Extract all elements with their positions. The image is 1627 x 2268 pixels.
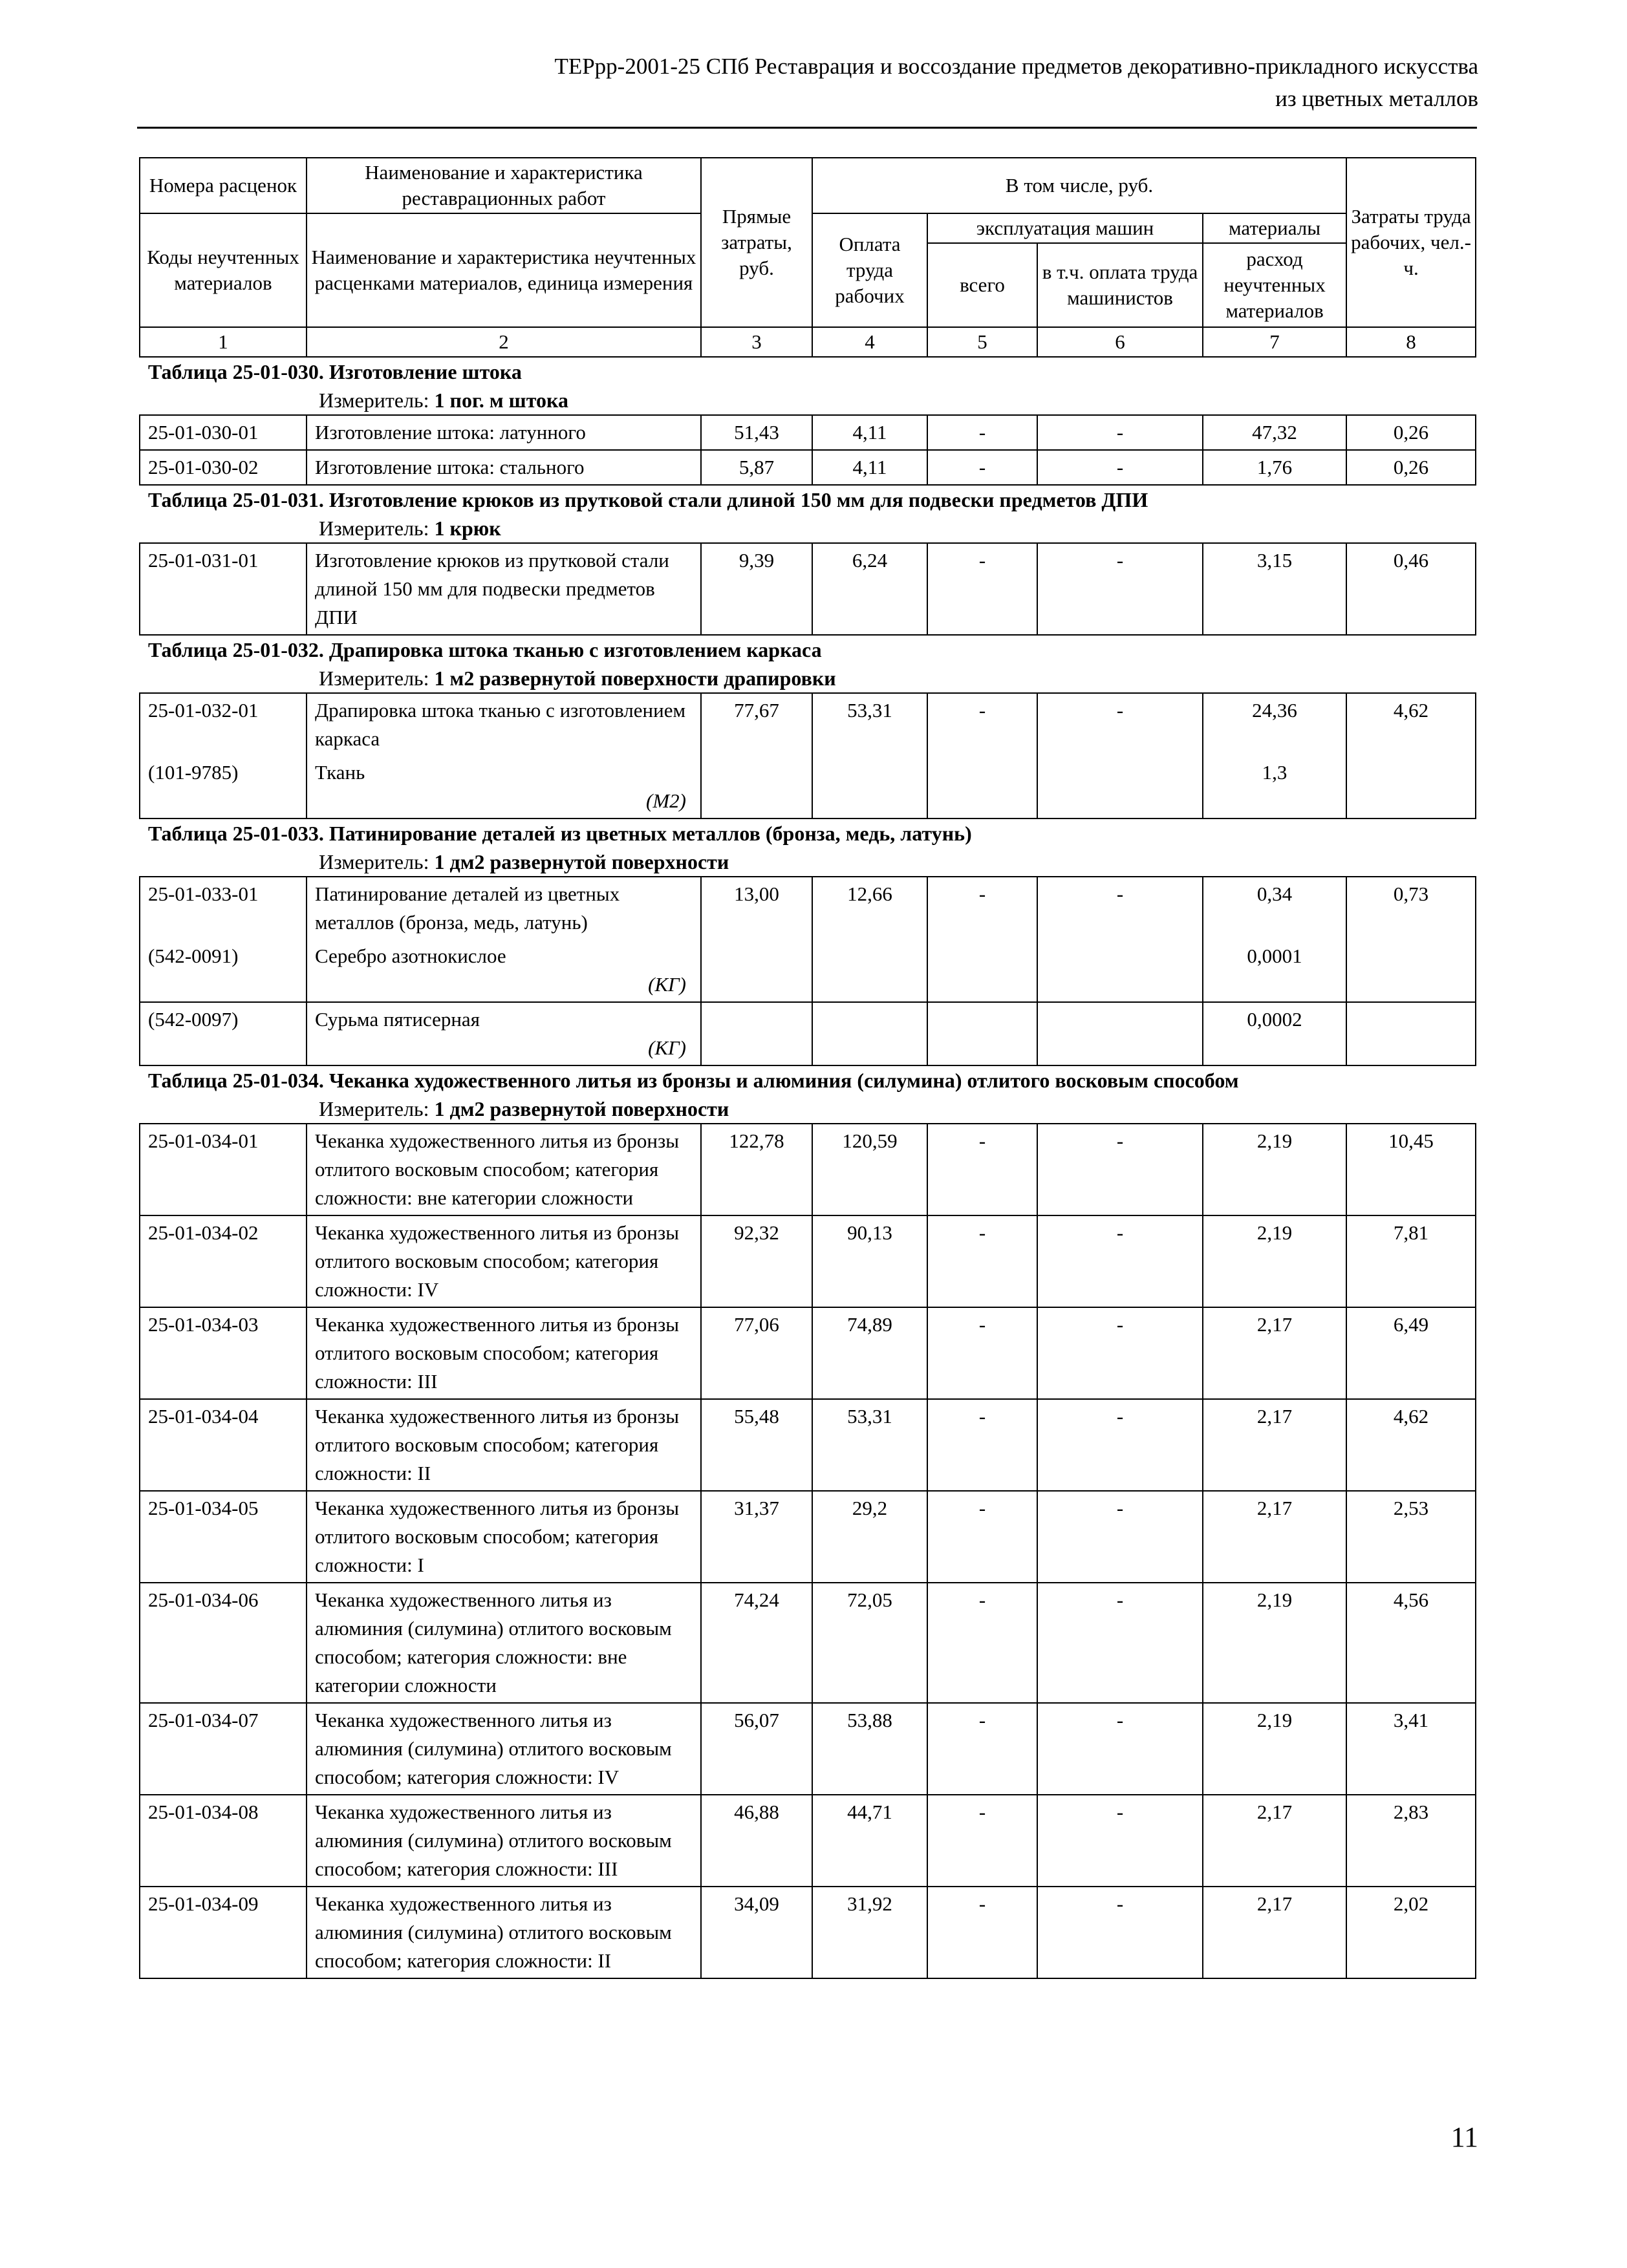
work-description: Чеканка художественного литья из алюминия (силумина) отлитого восковым способом; категория сложности: II xyxy=(307,1887,701,1978)
material-code: (542-0097) xyxy=(140,1002,307,1065)
rate-section xyxy=(139,636,1475,819)
col1-bottom-header: Коды неучтенных материалов xyxy=(140,213,307,327)
machines-total: - xyxy=(927,543,1037,635)
machinist-pay: - xyxy=(1037,1491,1203,1583)
machines-total: - xyxy=(927,693,1037,756)
labor-pay: 53,31 xyxy=(812,693,927,756)
direct-costs: 46,88 xyxy=(701,1795,812,1887)
labor-hours: 2,53 xyxy=(1346,1491,1476,1583)
labor-pay: 120,59 xyxy=(812,1124,927,1215)
labor-hours: 4,62 xyxy=(1346,1399,1476,1491)
direct-costs: 13,00 xyxy=(701,877,812,939)
direct-costs: 9,39 xyxy=(701,543,812,635)
machines-total: - xyxy=(927,1215,1037,1307)
table-row xyxy=(140,1399,1476,1491)
column-number: 7 xyxy=(1203,327,1346,357)
rate-code: 25-01-034-04 xyxy=(140,1399,307,1491)
labor-hours: 0,46 xyxy=(1346,543,1476,635)
labor-hours: 0,26 xyxy=(1346,450,1476,485)
work-description: Чеканка художественного литья из бронзы отлитого восковым способом; категория сложности: вне категории сложности xyxy=(307,1124,701,1215)
labor-hours: 2,83 xyxy=(1346,1795,1476,1887)
rates-sheet xyxy=(139,157,1475,1979)
direct-costs: 92,32 xyxy=(701,1215,812,1307)
direct-costs: 55,48 xyxy=(701,1399,812,1491)
machines-total: - xyxy=(927,1124,1037,1215)
machines-total: - xyxy=(927,1887,1037,1978)
labor-pay: 12,66 xyxy=(812,877,927,939)
col2-top-header: Наименование и характеристика реставрационных работ xyxy=(307,158,701,213)
machinist-pay: - xyxy=(1037,543,1203,635)
section-title: Таблица 25-01-032. Драпировка штока тканью с изготовлением каркаса xyxy=(148,638,822,661)
direct-costs: 77,67 xyxy=(701,693,812,756)
table-row xyxy=(140,1583,1476,1703)
material-row xyxy=(140,939,1476,1002)
labor-pay: 44,71 xyxy=(812,1795,927,1887)
labor-hours: 3,41 xyxy=(1346,1703,1476,1795)
table-row xyxy=(140,877,1476,939)
rate-code: 25-01-034-09 xyxy=(140,1887,307,1978)
materials-cost: 0,34 xyxy=(1203,877,1346,939)
measure-label: Измеритель: xyxy=(319,1097,435,1120)
materials-cost: 2,19 xyxy=(1203,1215,1346,1307)
materials-header: материалы xyxy=(1203,213,1346,243)
material-unit: (КГ) xyxy=(648,973,686,996)
rate-section xyxy=(139,1066,1475,1979)
materials-cost: 2,19 xyxy=(1203,1583,1346,1703)
header-rule xyxy=(137,127,1477,129)
measure-label: Измеритель: xyxy=(319,667,435,690)
measure-value: 1 дм2 развернутой поверхности xyxy=(434,1097,729,1120)
material-row xyxy=(140,1002,1476,1065)
work-description: Драпировка штока тканью с изготовлением каркаса xyxy=(307,693,701,756)
rate-code: 25-01-033-01 xyxy=(140,877,307,939)
labor-hours: 10,45 xyxy=(1346,1124,1476,1215)
measure-value: 1 крюк xyxy=(434,517,501,540)
materials-cost: 2,17 xyxy=(1203,1887,1346,1978)
labor-pay: 29,2 xyxy=(812,1491,927,1583)
machinist-pay: - xyxy=(1037,1583,1203,1703)
labor-pay: 53,88 xyxy=(812,1703,927,1795)
rate-code: 25-01-031-01 xyxy=(140,543,307,635)
section-title: Таблица 25-01-033. Патинирование деталей из цветных металлов (бронза, медь, латунь) xyxy=(148,822,972,845)
machinist-pay: - xyxy=(1037,415,1203,450)
machinist-pay: - xyxy=(1037,1124,1203,1215)
measure-value: 1 дм2 развернутой поверхности xyxy=(434,850,729,873)
materials-cost: 2,17 xyxy=(1203,1795,1346,1887)
col7-header: расход неучтенных материалов xyxy=(1203,243,1346,327)
machines-total: - xyxy=(927,1307,1037,1399)
machines-total: - xyxy=(927,1795,1037,1887)
rate-code: 25-01-030-01 xyxy=(140,415,307,450)
rate-code: 25-01-034-06 xyxy=(140,1583,307,1703)
labor-pay: 90,13 xyxy=(812,1215,927,1307)
col5-header: всего xyxy=(927,243,1037,327)
work-description: Изготовление штока: латунного xyxy=(307,415,701,450)
section-title: Таблица 25-01-030. Изготовление штока xyxy=(148,360,522,383)
direct-costs: 34,09 xyxy=(701,1887,812,1978)
work-description: Чеканка художественного литья из бронзы отлитого восковым способом; категория сложности: I xyxy=(307,1491,701,1583)
column-header-table xyxy=(139,157,1476,358)
direct-costs: 122,78 xyxy=(701,1124,812,1215)
machinist-pay: - xyxy=(1037,1399,1203,1491)
table-row xyxy=(140,1307,1476,1399)
table-row xyxy=(140,415,1476,450)
work-description: Чеканка художественного литья из алюминия (силумина) отлитого восковым способом; категория сложности: III xyxy=(307,1795,701,1887)
material-name-cell xyxy=(307,1002,701,1065)
measure-line xyxy=(139,1095,1475,1123)
table-row xyxy=(140,543,1476,635)
labor-hours: 6,49 xyxy=(1346,1307,1476,1399)
table-row xyxy=(140,1215,1476,1307)
rate-table xyxy=(139,692,1476,819)
measure-label: Измеритель: xyxy=(319,850,435,873)
labor-hours: 4,62 xyxy=(1346,693,1476,756)
col2-bottom-header: Наименование и характеристика неучтенных расценками материалов, единица измерения xyxy=(307,213,701,327)
materials-cost: 24,36 xyxy=(1203,693,1346,756)
rate-code: 25-01-034-05 xyxy=(140,1491,307,1583)
materials-cost: 2,19 xyxy=(1203,1703,1346,1795)
machines-total: - xyxy=(927,1399,1037,1491)
rate-code: 25-01-034-07 xyxy=(140,1703,307,1795)
table-row xyxy=(140,1491,1476,1583)
column-number: 3 xyxy=(701,327,812,357)
labor-hours: 0,73 xyxy=(1346,877,1476,939)
machinist-pay: - xyxy=(1037,450,1203,485)
labor-pay: 31,92 xyxy=(812,1887,927,1978)
machinist-pay: - xyxy=(1037,1307,1203,1399)
work-description: Чеканка художественного литья из алюминия (силумина) отлитого восковым способом; категория сложности: вне категории сложности xyxy=(307,1583,701,1703)
machines-total: - xyxy=(927,1491,1037,1583)
table-row xyxy=(140,693,1476,756)
measure-line xyxy=(139,386,1475,414)
material-row xyxy=(140,756,1476,818)
rate-section xyxy=(139,486,1475,636)
material-unit: (М2) xyxy=(646,789,686,812)
measure-line xyxy=(139,514,1475,542)
measure-label: Измеритель: xyxy=(319,517,435,540)
material-code: (101-9785) xyxy=(140,756,307,818)
machines-total: - xyxy=(927,450,1037,485)
machinist-pay: - xyxy=(1037,1215,1203,1307)
column-number: 2 xyxy=(307,327,701,357)
labor-hours: 0,26 xyxy=(1346,415,1476,450)
machines-total: - xyxy=(927,415,1037,450)
rate-table xyxy=(139,1123,1476,1979)
materials-cost: 2,17 xyxy=(1203,1491,1346,1583)
table-row xyxy=(140,1887,1476,1978)
labor-hours: 2,02 xyxy=(1346,1887,1476,1978)
material-consumption: 0,0001 xyxy=(1203,939,1346,1002)
rate-section xyxy=(139,358,1475,486)
work-description: Патинирование деталей из цветных металлов (бронза, медь, латунь) xyxy=(307,877,701,939)
direct-costs: 31,37 xyxy=(701,1491,812,1583)
table-row xyxy=(140,1703,1476,1795)
column-number: 1 xyxy=(140,327,307,357)
header-line-2: из цветных металлов xyxy=(1275,86,1478,111)
labor-pay: 53,31 xyxy=(812,1399,927,1491)
measure-line xyxy=(139,848,1475,876)
material-consumption: 1,3 xyxy=(1203,756,1346,818)
labor-pay: 6,24 xyxy=(812,543,927,635)
machinist-pay: - xyxy=(1037,1703,1203,1795)
direct-costs: 5,87 xyxy=(701,450,812,485)
table-row xyxy=(140,1795,1476,1887)
measure-value: 1 м2 развернутой поверхности драпировки xyxy=(434,667,836,690)
materials-cost: 2,19 xyxy=(1203,1124,1346,1215)
column-number: 4 xyxy=(812,327,927,357)
table-row xyxy=(140,1124,1476,1215)
labor-pay: 4,11 xyxy=(812,415,927,450)
machinist-pay: - xyxy=(1037,1887,1203,1978)
materials-cost: 1,76 xyxy=(1203,450,1346,485)
running-header xyxy=(554,50,1478,115)
material-name: Серебро азотнокислое xyxy=(315,945,506,967)
machines-total: - xyxy=(927,1703,1037,1795)
materials-cost: 47,32 xyxy=(1203,415,1346,450)
page-number: 11 xyxy=(1450,2121,1478,2153)
labor-pay: 72,05 xyxy=(812,1583,927,1703)
machinist-pay: - xyxy=(1037,877,1203,939)
rate-table xyxy=(139,542,1476,636)
rate-code: 25-01-034-03 xyxy=(140,1307,307,1399)
labor-pay: 74,89 xyxy=(812,1307,927,1399)
section-title: Таблица 25-01-031. Изготовление крюков из прутковой стали длиной 150 мм для подвески предметов ДПИ xyxy=(148,488,1148,511)
rate-code: 25-01-034-01 xyxy=(140,1124,307,1215)
material-name-cell xyxy=(307,756,701,818)
col6-header: в т.ч. оплата труда машинистов xyxy=(1037,243,1203,327)
direct-costs: 77,06 xyxy=(701,1307,812,1399)
materials-cost: 2,17 xyxy=(1203,1307,1346,1399)
direct-costs: 56,07 xyxy=(701,1703,812,1795)
col8-header: Затраты труда рабочих, чел.-ч. xyxy=(1346,158,1476,327)
materials-cost: 3,15 xyxy=(1203,543,1346,635)
work-description: Чеканка художественного литья из алюминия (силумина) отлитого восковым способом; категория сложности: IV xyxy=(307,1703,701,1795)
table-row xyxy=(140,450,1476,485)
material-name: Сурьма пятисерная xyxy=(315,1008,480,1031)
work-description: Чеканка художественного литья из бронзы отлитого восковым способом; категория сложности: IV xyxy=(307,1215,701,1307)
labor-hours: 7,81 xyxy=(1346,1215,1476,1307)
column-number: 8 xyxy=(1346,327,1476,357)
work-description: Изготовление крюков из прутковой стали длиной 150 мм для подвески предметов ДПИ xyxy=(307,543,701,635)
material-code: (542-0091) xyxy=(140,939,307,1002)
machinist-pay: - xyxy=(1037,693,1203,756)
machinist-pay: - xyxy=(1037,1795,1203,1887)
machines-header: эксплуатация машин xyxy=(927,213,1203,243)
labor-hours: 4,56 xyxy=(1346,1583,1476,1703)
work-description: Чеканка художественного литья из бронзы отлитого восковым способом; категория сложности: II xyxy=(307,1399,701,1491)
measure-line xyxy=(139,664,1475,692)
rate-code: 25-01-034-08 xyxy=(140,1795,307,1887)
column-number: 5 xyxy=(927,327,1037,357)
material-name-cell xyxy=(307,939,701,1002)
rate-code: 25-01-034-02 xyxy=(140,1215,307,1307)
measure-label: Измеритель: xyxy=(319,389,435,412)
machines-total: - xyxy=(927,1583,1037,1703)
work-description: Изготовление штока: стального xyxy=(307,450,701,485)
column-number: 6 xyxy=(1037,327,1203,357)
material-unit: (КГ) xyxy=(648,1036,686,1059)
direct-costs: 51,43 xyxy=(701,415,812,450)
rate-table xyxy=(139,414,1476,486)
materials-cost: 2,17 xyxy=(1203,1399,1346,1491)
section-title: Таблица 25-01-034. Чеканка художественного литья из бронзы и алюминия (силумина) отлитого восковым способом xyxy=(148,1069,1239,1092)
header-line-1: ТЕРрр-2001-25 СПб Реставрация и воссоздание предметов декоративно-прикладного искусства xyxy=(554,54,1478,79)
rate-code: 25-01-030-02 xyxy=(140,450,307,485)
machines-total: - xyxy=(927,877,1037,939)
measure-value: 1 пог. м штока xyxy=(434,389,568,412)
direct-costs: 74,24 xyxy=(701,1583,812,1703)
rate-code: 25-01-032-01 xyxy=(140,693,307,756)
material-name: Ткань xyxy=(315,761,365,784)
rate-table xyxy=(139,876,1476,1066)
col3-header: Прямые затраты, руб. xyxy=(701,158,812,327)
labor-pay: 4,11 xyxy=(812,450,927,485)
material-consumption: 0,0002 xyxy=(1203,1002,1346,1065)
rate-section xyxy=(139,819,1475,1066)
work-description: Чеканка художественного литья из бронзы отлитого восковым способом; категория сложности: III xyxy=(307,1307,701,1399)
col1-top-header: Номера расценок xyxy=(140,158,307,213)
col4-header: Оплата труда рабочих xyxy=(812,213,927,327)
group-header: В том числе, руб. xyxy=(812,158,1346,213)
